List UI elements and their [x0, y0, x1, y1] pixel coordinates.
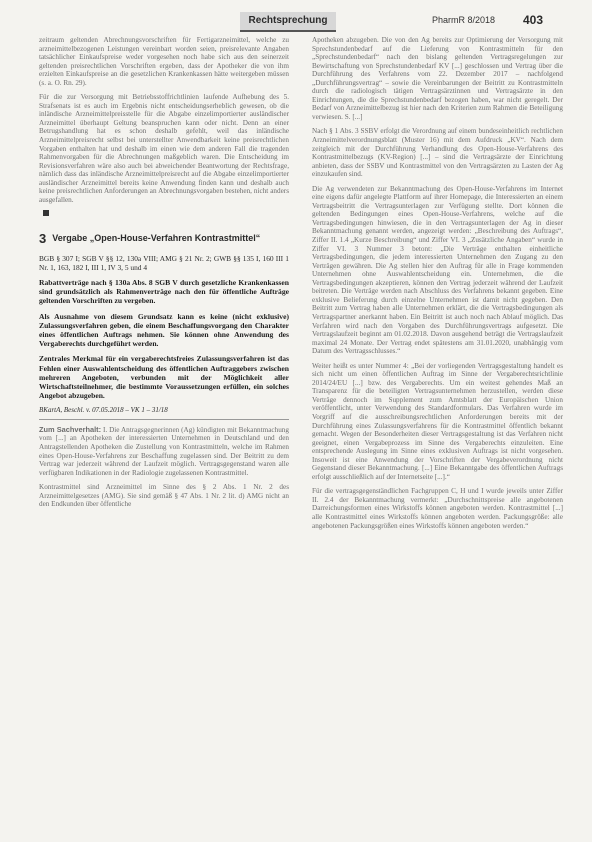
paragraph: Kontrastmittel sind Arzneimittel im Sinne des § 2 Abs. 1 Nr. 2 des Arzneimittelgesetzes (AMG). Sie sind gemäß § 47 Abs. 1 Nr. 2 lit. d) AMG nicht an den Endkunden über öffentliche	[39, 483, 289, 509]
right-column	[312, 36, 563, 836]
left-column	[39, 36, 289, 836]
section-title: Vergabe „Open-House-Verfahren Kontrastmittel“	[52, 232, 261, 243]
paragraph: Nach § 1 Abs. 3 SSBV erfolgt die Verordnung auf einem bundeseinheitlich rechtlichen Arzneimittelverordnungsblatt (Muster 16) mit dem Aufdruck „KV“. Nach dem zeitgleich mit der Durchführung Verhandlung des Open-House-Verfahrens des Kontrastmittelbezugs (KV-Region) [...] – sind die Vertragsärzte der Einrichtung anbieten, dass der SSBV und Kontrastmittel von den Vertragsärzten zu Lasten der Ag einzukaufen sind.	[312, 127, 563, 179]
journal-citation: PharmR 8/2018	[432, 15, 496, 25]
facts-label: Zum Sachverhalt:	[39, 424, 102, 434]
headnote: Zentrales Merkmal für ein vergaberechtsfreies Zulassungsverfahren ist das Fehlen einer Auswahlentscheidung des öffentlichen Auftraggebers zwischen mehreren Angeboten, verbunden mit der Möglichkeit aller Wirtschaftsteilnehmer, die bestimmte Voraussetzungen erfüllen, ein solches Angebot abzugeben.	[39, 354, 289, 401]
section-heading	[39, 230, 289, 246]
page-header	[0, 12, 592, 34]
paragraph: Weiter heißt es unter Nummer 4: „Bei der vorliegenden Vertragsgestaltung handelt es sich nicht um einen öffentlichen Auftrag im Sinne der Vergaberechtsrichtlinie 2014/24/EU [...] bzw. des Vergaberechts. Um ein weitest gehendes Maß an Transparenz für die beteiligten Vertragsunternehmen herzustellen, werden diese Verträge dennoch im Supplement zum Amtsblatt der Europäischen Union veröffentlicht, unter Verwendung des Standardformulars. Das Verfahren wurde im Vorgriff auf die ausschreibungsrechtlichen Anforderungen bereits mit der Durchführung eines Zulassungsverfahrens für die Kontrastmittel öffentlich bekannt gemacht. Wegen der Besonderheiten dieser Vertragsgestaltung ist das Verfahren nicht geeignet, einen Vergabeprozess im Sinne des Vergaberechts einzuleiten. Eine entsprechende Auslegung im Sinne eines exklusiven Auftrags ist nicht vorgesehen. Insoweit ist eine Anwendung der Vorschriften der Vergabeverordnung nicht Gegenstand dieser Bekanntmachung. [...] Eine Bekanntgabe des öffentlichen Auftrags erfolgt ausschließlich auf der Internetseite [...].“	[312, 361, 563, 481]
norm-citations: BGB § 307 I; SGB V §§ 12, 130a VIII; AMG § 21 Nr. 2; GWB §§ 135 I, 160 III 1 Nr. 1, 163, 182 I, III 1, IV 3, 5 und 4	[39, 253, 289, 272]
page-number: 403	[523, 13, 544, 27]
paragraph: Apotheken abzugeben. Die von den Ag bereits zur Optimierung der Versorgung mit Sprechstundenbedarf auf die Lieferung von Kontrastmitteln für den „Sprechstundenbedarf“ nach den bislang geltenden Vertragsregelungen zur Bewirtschaftung von Sprechstundenbedarf KV [...] geschlossen und Vertrag über die Durchführung des Verfahrens vom 22. Dezember 2017 – nachfolgend „Durchführungsvertrag“ – sowie die Vereinbarungen der Beitritt zu Kontrastmitteln durch die radiologisch tätigen Vertragsärztinnen und Vertragsärzte in den Einrichtungen, die die Sprechstundenbedarf bezogen haben, war nicht geregelt. Der Bedarf von Arzneimittelbezug ist hier nach den Kriterien zum Rahmen die Beteiligung verwiesen. S. [...]	[312, 36, 563, 121]
facts-text: I. Die Antragsgegnerinnen (Ag) kündigten mit Bekanntmachung vom [...] an Apotheken der interessierten Unternehmen in Deutschland und den Antragstellenden Apotheken die Zustellung von Kontrastmitteln, welche im Rahmen eines Open-House-Verfahrens zur Beschaffung zugelassen sind. Der Beitritt zu dem Vertrag war jederzeit während der Laufzeit möglich. Vertragsgegenstand waren alle verfügbaren Indikationen in der Radiologie zugelassenen Kontrastmittel.	[39, 425, 289, 477]
paragraph: Für die zur Versorgung mit Betriebsstoffrichtlinien laufende Aufhebung des 5. Strafsenats ist es auch im Ergebnis nicht entscheidungserheblich gewesen, ob die inländische Arzneimittelpreisstelle für die Abgabe einzelimportierter ausländischer Arzneimittel überhaupt Geltung beanspruchen kann oder nicht. Denn an einer Betrugshandlung hat es schon deshalb gefehlt, weil das inländische Arzneimittelpreisrecht selbst bei unterstellter Anwendbarkeit keine preisrechtlichen Vorgaben enthalten hat und deshalb im einen wie dem anderen Fall die tragenden Rahmenvorgaben für die Abrechnungen maßgeblich waren. Die Entscheidung im Revisionsverfahren wäre also auch bei abweichender Beantwortung der Rechtsfrage, nämlich dass das inländische Arzneimittelpreisrecht auf die Abgabe einzelimportierter ausländischer Arzneimittel bereits keine Anwendung finden kann und deshalb auch keine preisrechtlichen Anforderungen an Abrechnungsvorgaben bestehen, nicht anders ausgefallen.	[39, 93, 289, 204]
paragraph: Für die vertragsgegenständlichen Fachgruppen C, H und I wurde jeweils unter Ziffer II. 2.4 der Bekanntmachung vermerkt: „Durchschnittspreise alle angebotenen Darreichungsformen eines Wirkstoffs können angeboten werden. Kontrastmittel [...] alle Kontrastmittel eines Wirkstoffs können angeboten werden. Packungsgröße: alle angebotenen Packungsgrößen eines Wirkstoffs können angeboten werden.“	[312, 487, 563, 530]
paragraph: zeitraum geltenden Abrechnungsvorschriften für Fertigarzneimittel, welche zu arzneimittelbezogenen Leistungen vereinbart worden seien, preisrelevante Angaben tatsächlicher Einkaufspreise weder vorgesehen noch habe sich aus den seinerzeit geltenden preisrechtlichen Vorschriften ergeben, dass der Apotheker die von ihm erzielten Einkaufspreise an die gesetzlichen Krankenkassen hätte weitergeben müssen (s. a. O. Rn. 29).	[39, 36, 289, 87]
headnote: Als Ausnahme von diesem Grundsatz kann es keine (nicht exklusive) Zulassungsverfahren geben, die einem Beschaffungsvorgang den Charakter eines öffentlichen Auftrags nehmen. Sie können ohne Anwendung des Vergaberechts durchgeführt werden.	[39, 311, 289, 349]
paragraph: Die Ag verwendeten zur Bekanntmachung des Open-House-Verfahrens im Internet eine eigens dafür angelegte Plattform auf ihrer Homepage, die Interessierten an einem Vertragsbeitritt die Vertragsunterlagen zur Verfügung stellte. Dort können die geltenden Bedingungen eines Open-House-Verfahrens, welche auf die Vertragsbedingungen hinwiesen, die in den Vertragsunterlagen der Ag in dieser Bekanntmachung genannt werden, angezeigt werden: „Beschreibung des Auftrags“, Ziffer II. 1.4 „Kurze Beschreibung“ und Ziffer VI. 3 „Zusätzliche Angaben“ wurde in Ziffer VI. 3 Nummer 3 betont: „Die Verträge enthalten einheitliche Vertragsbedingungen, die jedem interessierten Unternehmen den Zugang zu den Verträgen gewähren. Die Ag stellen hier den Auftrag für alle in Frage kommenden Unternehmen ohne Auswahlentscheidung ein. Unternehmen, die die Vertragsbedingungen akzeptieren, können den Vertrag jederzeit während der Laufzeit beitreten. Die Verträge werden nach Abschluss des Verfahrens bekannt gegeben. Eine exklusive Belieferung durch einzelne Unternehmen ist damit nicht gegeben. Den Beitritt zum Vertrag haben alle Unternehmen erklärt, die die Vertragsbedingungen als Vertragspartner anerkannt haben. Ein Beitritt ist auch noch nach Ablauf möglich. Das Verfahren wird nach den Vorgaben des Durchführungsvertrags aufgesetzt. Die Vertragslaufzeit beginnt am 01.02.2018. Davon ausgehend beträgt die Vertragslaufzeit maximal 24 Monate. Der Vertrag endet spätestens am 31.01.2020, unabhängig vom Datum des Vertragsschlusses.“	[312, 184, 563, 356]
headnote: Rabattverträge nach § 130a Abs. 8 SGB V durch gesetzliche Krankenkassen sind grundsätzlich als Rahmenverträge nach den für öffentliche Aufträge geltenden Vorschriften zu vergeben.	[39, 277, 289, 306]
section-number: 3	[39, 230, 47, 246]
paragraph	[39, 426, 289, 477]
decision-source: BKartA, Beschl. v. 07.05.2018 – VK 1 – 31/18	[39, 406, 289, 420]
end-mark	[43, 210, 49, 216]
section-tab: Rechtsprechung	[240, 12, 336, 32]
